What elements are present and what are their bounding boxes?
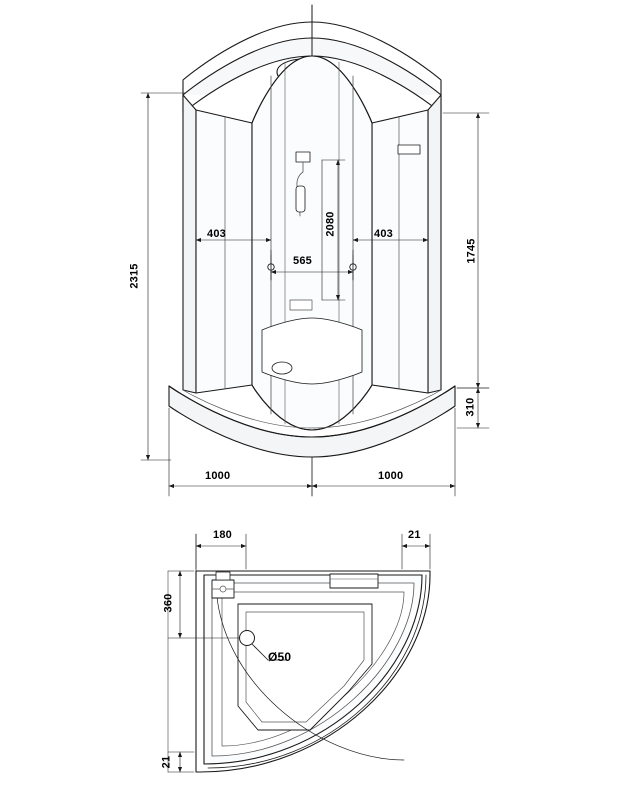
- dimension-label-1745: 1745: [465, 238, 478, 264]
- left-wall-panel: [183, 95, 252, 393]
- dimension-label-2080: 2080: [324, 211, 337, 237]
- plan-view: [168, 534, 430, 772]
- elevation-view: [141, 5, 489, 496]
- dimension-label-21-bottom: 21: [160, 755, 173, 769]
- dimension-label-drain-diameter: Ø50: [268, 650, 292, 664]
- dimension-label-310: 310: [464, 397, 477, 417]
- dimension-label-21-top: 21: [408, 529, 421, 541]
- top-shelf: [330, 574, 378, 588]
- dimension-label-403-right: 403: [374, 228, 393, 240]
- dimension-label-403-left: 403: [207, 228, 226, 240]
- dimension-label-565: 565: [293, 255, 312, 267]
- dimension-label-1000-left: 1000: [205, 470, 231, 482]
- dimension-label-2315: 2315: [128, 263, 141, 289]
- right-wall-panel: [372, 95, 441, 393]
- dimension-label-1000-right: 1000: [378, 470, 404, 482]
- dimension-label-180: 180: [213, 529, 232, 541]
- dimension-label-360: 360: [162, 593, 175, 613]
